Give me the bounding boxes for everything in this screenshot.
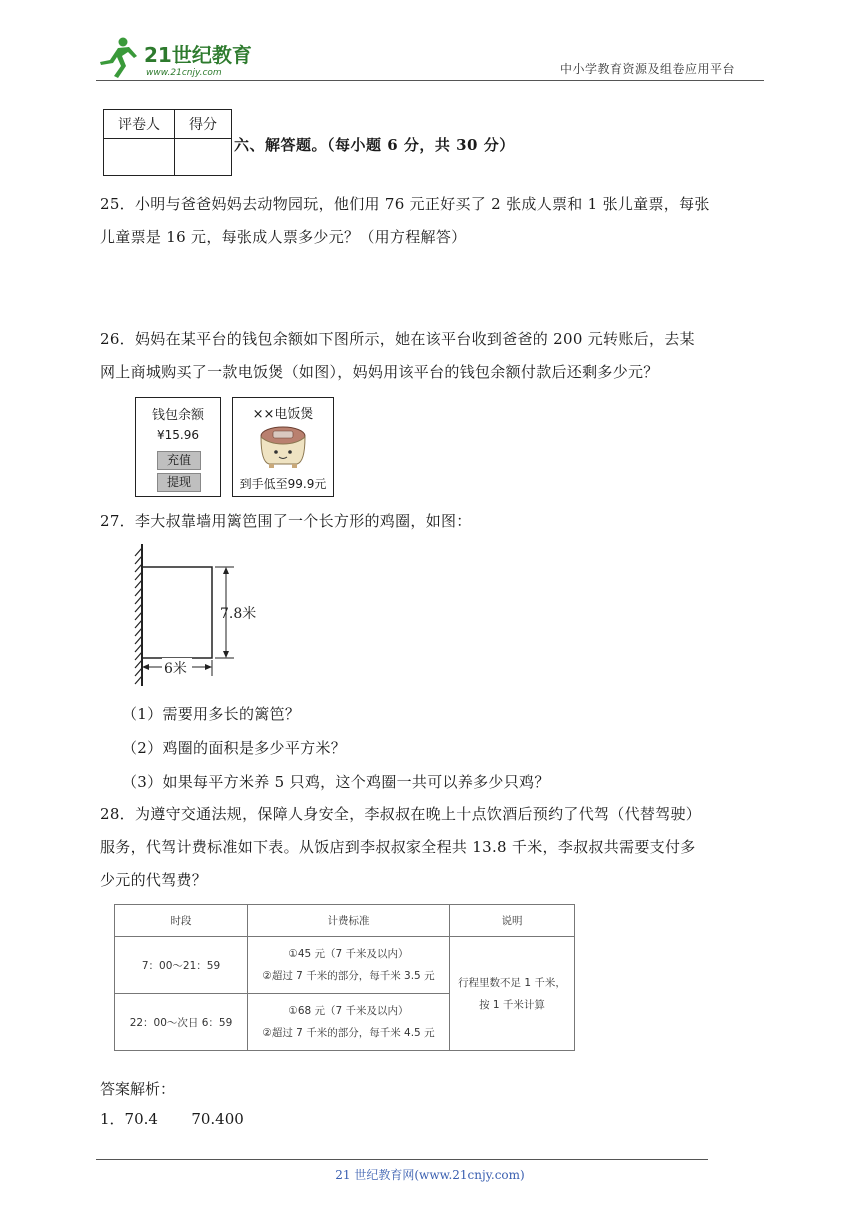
wall-hatching [135,548,142,684]
q25-line1: 25．小明与爸爸妈妈去动物园玩，他们用 76 元正好买了 2 张成人票和 1 张儿童票，每张 [100,195,710,213]
recharge-button: 充值 [157,451,201,470]
answer-1: 1．70.4 70.400 [100,1110,244,1128]
row1-standard [248,937,450,994]
rice-cooker-icon [257,422,309,470]
row1-rule2: ②超过 7 千米的部分，每千米 3.5 元 [262,970,435,982]
question-28 [100,798,780,897]
score-cell [175,139,232,176]
cooker-title: ××电饭煲 [252,407,314,422]
wallet-amount: ¥15.96 [157,428,199,442]
q28-line1: 28．为遵守交通法规，保障人身安全，李叔叔在晚上十点饮酒后预约了代驾（代替驾驶） [100,805,702,823]
header-period: 时段 [115,905,248,937]
footer-divider [96,1159,708,1160]
table-row [115,937,575,994]
note-line1: 行程里数不足 1 千米， [458,976,566,989]
q27-sub2: （2）鸡圈的面积是多少平方米？ [122,739,347,757]
platform-name: 中小学教育资源及组卷应用平台 [560,62,736,76]
width-label: 6米 [164,661,187,677]
row2-period: 22：00～次日 6：59 [115,994,248,1051]
logo-text: 21世纪教育 [144,43,252,67]
fence-outline [142,567,212,658]
row2-standard [248,994,450,1051]
header-divider [96,80,764,81]
header-standard: 计费标准 [248,905,450,937]
cooker-card [232,397,334,497]
row2-rule2: ②超过 7 千米的部分，每千米 4.5 元 [262,1027,435,1039]
note-line2: 按 1 千米计算 [479,998,545,1011]
q25-line2: 儿童票是 16 元，每张成人票多少元？（用方程解答） [100,228,467,246]
footer-text: 21 世纪教育网(www.21cnjy.com) [335,1168,525,1182]
q27-sub1: （1）需要用多长的篱笆？ [122,705,301,723]
q28-line3: 少元的代驾费？ [100,871,208,889]
site-logo [96,34,261,80]
answers-title: 答案解析： [100,1080,176,1098]
row2-rule1: ①68 元（7 千米及以内） [288,1005,409,1017]
row1-period: 7：00～21：59 [115,937,248,994]
grader-label: 评卷人 [104,110,175,139]
logo-url: www.21cnjy.com [146,68,222,78]
wallet-card [135,397,221,497]
height-label: 7.8米 [220,606,257,622]
score-box [103,109,232,176]
runner-icon [100,38,137,79]
question-27 [100,505,780,538]
q27-line1: 27．李大叔靠墙用篱笆围了一个长方形的鸡圈，如图： [100,512,472,530]
fee-table [114,904,575,1051]
header-note: 说明 [450,905,575,937]
cooker-price: 到手低至99.9元 [239,477,327,491]
note-cell [450,937,575,1051]
chicken-coop-diagram [122,540,282,688]
q26-line1: 26．妈妈在某平台的钱包余额如下图所示，她在该平台收到爸爸的 200 元转账后，去某 [100,330,695,348]
q27-sub3: （3）如果每平方米养 5 只鸡，这个鸡圈一共可以养多少只鸡？ [122,773,550,791]
section-title: 六、解答题。（每小题 6 分，共 30 分） [234,136,515,154]
question-26 [100,323,780,389]
grader-cell [104,139,175,176]
score-label: 得分 [175,110,232,139]
row1-rule1: ①45 元（7 千米及以内） [288,948,409,960]
q28-line2: 服务，代驾计费标准如下表。从饭店到李叔叔家全程共 13.8 千米，李叔叔共需要支付多 [100,838,696,856]
wallet-title: 钱包余额 [151,408,204,423]
withdraw-button: 提现 [157,473,201,492]
q26-line2: 网上商城购买了一款电饭煲（如图），妈妈用该平台的钱包余额付款后还剩多少元？ [100,363,659,381]
question-25 [100,188,780,254]
